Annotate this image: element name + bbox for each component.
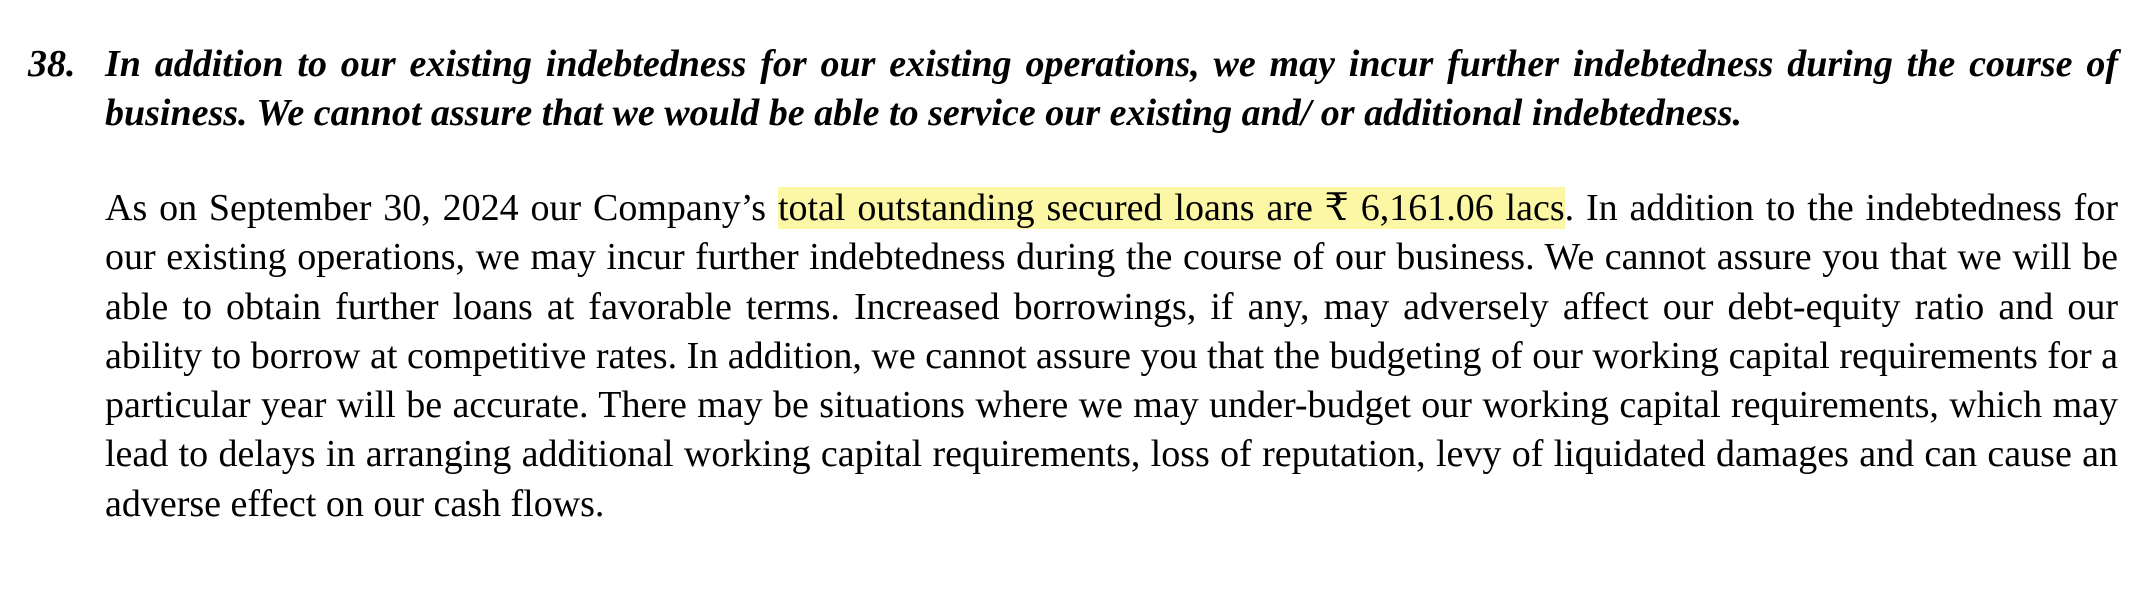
highlighted-text[interactable]: total outstanding secured loans are ₹ 6,161.06 lacs	[777, 187, 1565, 229]
paragraph-text-rest: . In addition to the indebtedness for our existing operations, we may incur further indebtedness during the course of our business. We cannot assure you that we will be able to obtain further loans at favorable terms. Increased borrowings, if any, may adversely affect our debt-equity ratio and our ability to borrow at competitive rates. In addition, we cannot assure you that the budgeting of our working capital requirements for a particular year will be accurate. There may be situations where we may under-budget our working capital requirements, which may lead to delays in arranging additional working capital requirements, loss of reputation, levy of liquidated damages and can cause an adverse effect on our cash flows.	[105, 187, 2118, 525]
body-paragraph	[105, 184, 2118, 529]
section-heading-text: In addition to our existing indebtedness for our existing operations, we may incur further indebtedness during the course of business. We cannot assure that we would be able to service our existing and/ or additional indebtedness.	[105, 43, 2118, 134]
section-number: 38.	[28, 43, 76, 85]
paragraph-text-start: As on September 30, 2024 our Company’s	[105, 187, 778, 229]
